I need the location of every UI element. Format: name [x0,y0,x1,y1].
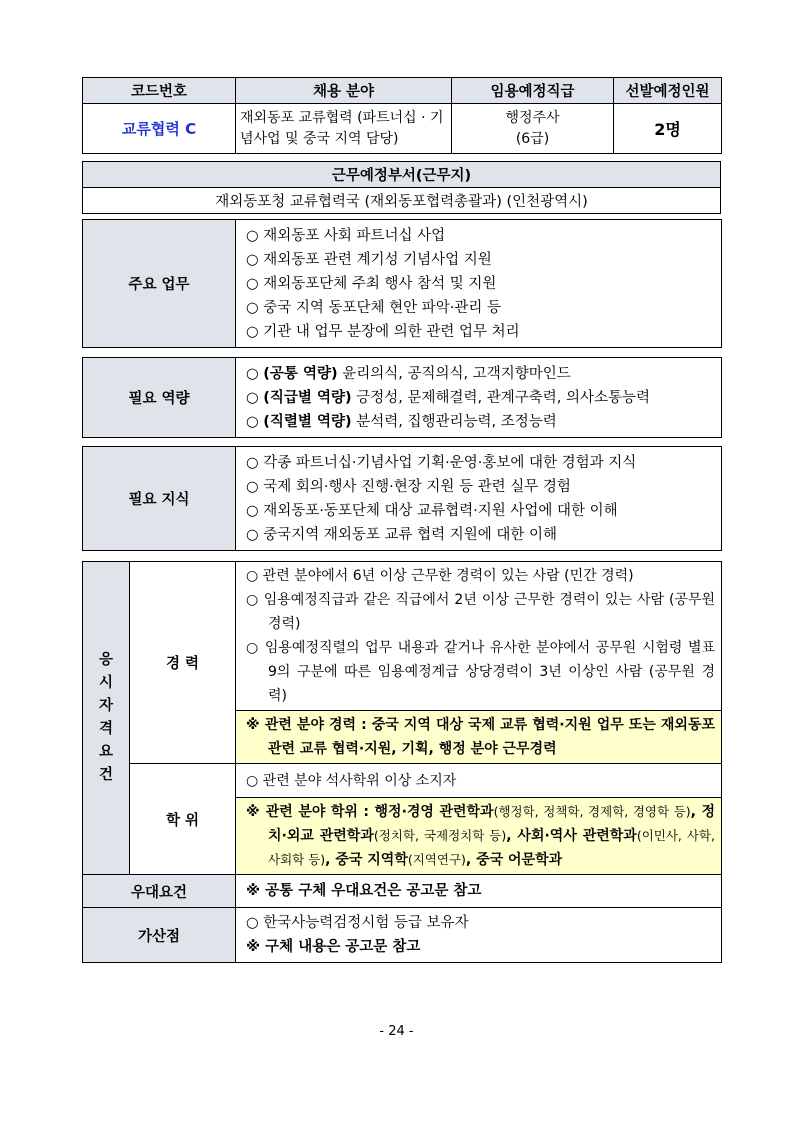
bonus-label: 가산점 [83,908,236,963]
grade-value [452,104,614,154]
qualification-label: 응 시 자 격 요 건 [83,562,130,875]
knowledge-item: ○ 중국지역 재외동포 교류 협력 지원에 대한 이해 [246,526,558,543]
career-item: ○ 임용예정직렬의 업무 내용과 같거나 유사한 분야에서 공무원 시험령 별표 9의 구분에 따른 임용예정계급 상당경력이 3년 이상인 사람 (공무원 경력) [246,640,715,704]
knowledge-item: ○ 각종 파트너십·기념사업 기획·운영·홍보에 대한 경험과 지식 [246,454,637,471]
knowledge-table [82,446,722,551]
field-value: 재외동포 교류협력 (파트너십 · 기념사업 및 중국 지역 담당) [236,104,452,154]
duty-item: ○ 기관 내 업무 분장에 의한 관련 업무 처리 [246,323,520,340]
career-note: ※ 관련 분야 경력 : 중국 지역 대상 국제 교류 협력·지원 업무 또는 재외동포 관련 교류 협력·지원, 기획, 행정 분야 근무경력 [236,711,722,764]
bonus-item: ○ 한국사능력검정시험 등급 보유자 [246,915,469,931]
competency-label: 필요 역량 [83,358,236,438]
degree-item: ○ 관련 분야 석사학위 이상 소지자 [236,764,722,798]
competency-item: ○ (공통 역량) 윤리의식, 공직의식, 고객지향마인드 [246,365,571,382]
duties-table [82,219,722,348]
dept-table [82,161,721,214]
preference-value: ※ 공통 구체 우대요건은 공고문 참고 [236,875,722,908]
duties-label: 주요 업무 [83,220,236,348]
degree-note: ※ 관련 분야 학위 : 행정·경영 관련학과(행정학, 정책학, 경제학, 경영학 등), 정치·외교 관련학과(정치학, 국제정치학 등), 사회·역사 관련학과(이민사, 사학, 사회학 등), 중국 지역학(지역연구), 중국 어문학과 [236,798,722,875]
knowledge-list [236,447,722,551]
competency-item: ○ (직렬별 역량) 분석력, 집행관리능력, 조정능력 [246,413,557,430]
competency-type: (공통 역량) [263,365,338,382]
count-value: 2명 [614,104,722,154]
duty-item: ○ 재외동포 관련 계기성 기념사업 지원 [246,251,492,268]
col-grade-header: 임용예정직급 [452,78,614,104]
competency-item: ○ (직급별 역량) 긍정성, 문제해결력, 관계구축력, 의사소통능력 [246,389,651,406]
duty-item: ○ 재외동포단체 주최 행사 참석 및 지원 [246,275,497,292]
bonus-list [236,908,722,963]
career-label: 경 력 [130,562,236,764]
page-number: - 24 - [379,1024,414,1039]
competency-list [236,358,722,438]
duty-item: ○ 재외동포 사회 파트너십 사업 [246,227,446,244]
col-field-header: 채용 분야 [236,78,452,104]
grade-line2: (6급) [515,130,550,147]
competency-type: (직급별 역량) [263,389,352,406]
grade-line1: 행정주사 [505,109,560,126]
career-item: ○ 관련 분야에서 6년 이상 근무한 경력이 있는 사람 (민간 경력) [246,568,634,584]
career-list [236,562,722,711]
knowledge-item: ○ 국제 회의·행사 진행·현장 지원 등 관련 실무 경험 [246,478,571,495]
dept-title: 근무예정부서(근무지) [83,162,721,188]
code-value: 교류협력 C [83,104,236,154]
qualification-table [82,561,722,963]
knowledge-label: 필요 지식 [83,447,236,551]
col-count-header: 선발예정인원 [614,78,722,104]
dept-value: 재외동포청 교류협력국 (재외동포협력총괄과) (인천광역시) [83,188,721,214]
duty-item: ○ 중국 지역 동포단체 현안 파악·관리 등 [246,299,502,316]
bonus-note: ※ 구체 내용은 공고문 참고 [246,939,421,955]
knowledge-item: ○ 재외동포·동포단체 대상 교류협력·지원 사업에 대한 이해 [246,502,618,519]
preference-label: 우대요건 [83,875,236,908]
duties-list [236,220,722,348]
degree-label: 학 위 [130,764,236,875]
competency-type: (직렬별 역량) [263,413,352,430]
career-item: ○ 임용예정직급과 같은 직급에서 2년 이상 근무한 경력이 있는 사람 (공무원 경력) [246,592,715,632]
col-code-header: 코드번호 [83,78,236,104]
position-table [82,77,722,154]
competency-table [82,357,722,438]
